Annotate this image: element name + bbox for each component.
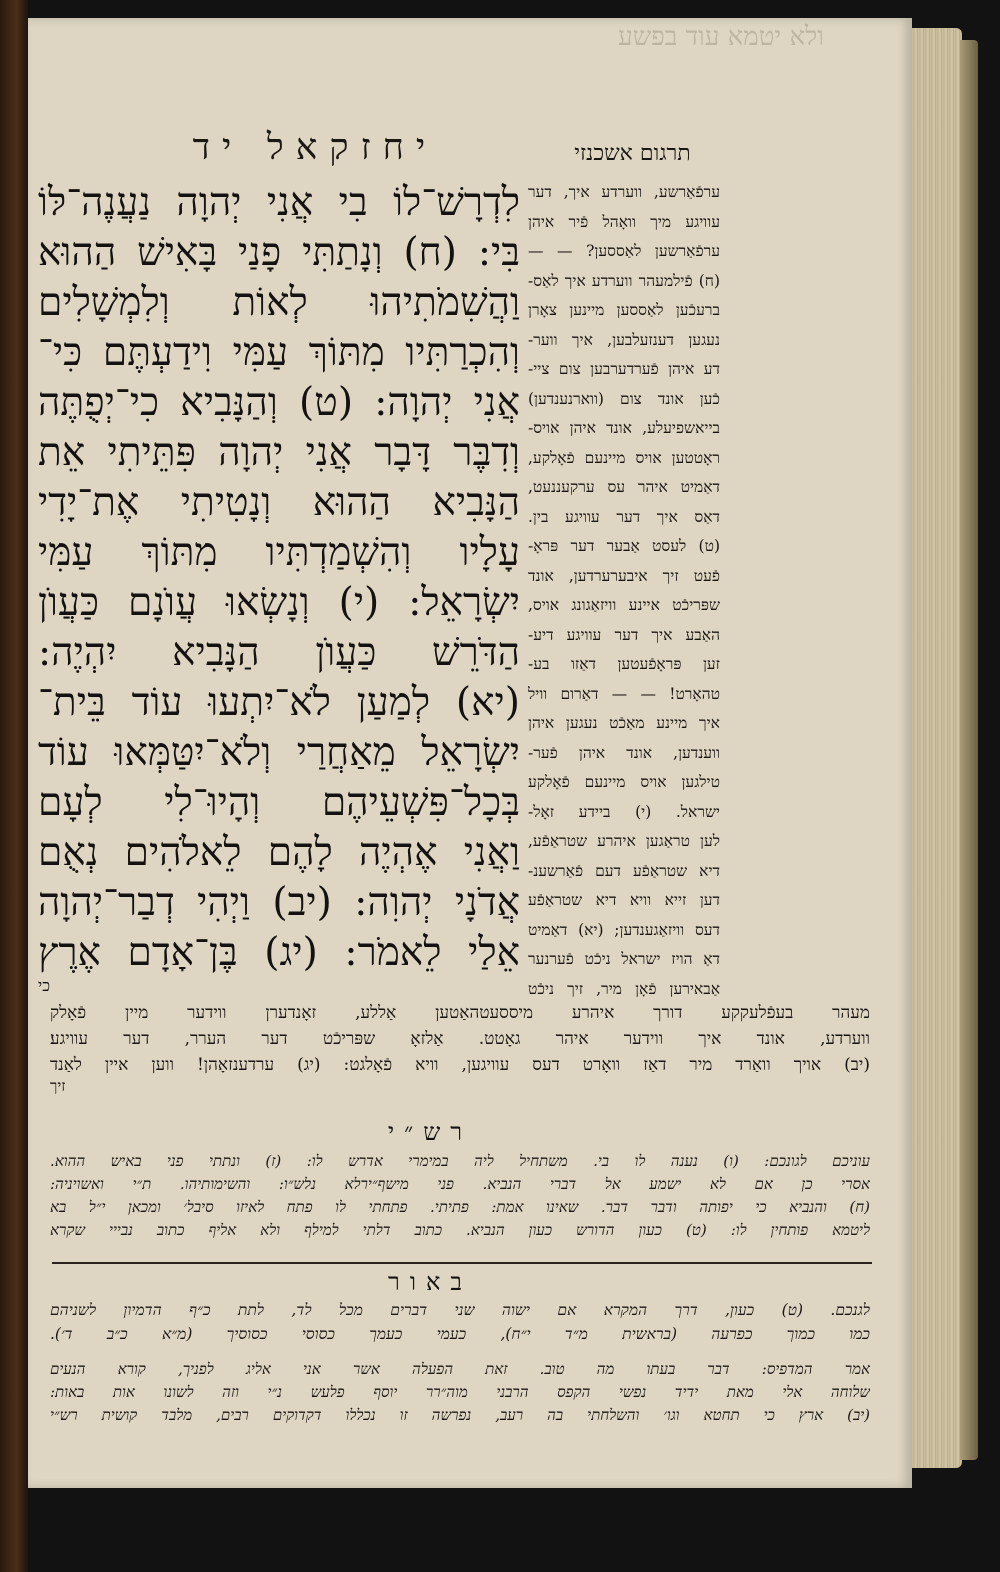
targum-line: דאַס איך דער עוויגע בין. bbox=[528, 507, 720, 526]
printers-line: אמר המדפיס: דבר בעתו מה טוב. זאת הפעלה אשר אני אליג לפניך, קורא הנעים bbox=[50, 1360, 870, 1378]
main-line: לִדְרָשׁ־לוֹ בִי אֲנִי יְהוָה נַעֲנֶה־לּוֹ bbox=[38, 180, 520, 225]
targum-line: נעגען דענזעלבען, איך ווער- bbox=[528, 330, 720, 349]
main-line: (יא) לְמַעַן לֹא־יִתְעוּ עוֹד בֵּית־ bbox=[38, 680, 520, 725]
targum-column bbox=[528, 178, 720, 1004]
main-line: אֵלַי לֵאמֹר: (יג) בֶּן־אָדָם אֶרֶץ bbox=[38, 930, 520, 975]
rashi-title: רש״י bbox=[387, 1118, 473, 1146]
printers-note bbox=[50, 1358, 870, 1427]
targum-line: ערפֿאַרשע, ווערדע איך, דער bbox=[528, 183, 720, 201]
targum-line: דיא שטראַפֿע דעם פֿאַרשענ- bbox=[528, 861, 720, 880]
targum-line: פֿעט זיך איבערערדען, אונד bbox=[528, 566, 720, 585]
biur-line: כמו כמוך כפרעה (בראשית מ״ד י״ח), כעמי כעמך כסוסי כסוסיך (מ״א כ״ב ד׳). bbox=[50, 1325, 870, 1343]
targum-line: אַבאירען פֿאָן מיר, זיך ניכֿט bbox=[528, 979, 720, 998]
printers-line: שלוחה אלי מאת ידיד נפשי הקפס הרבני מוה״רר יוסף פלעש נ״י וזה לשונו אות באות: bbox=[50, 1383, 870, 1401]
targum-line: ווענדען, אונד איהן פֿער- bbox=[528, 743, 720, 762]
targum-line: האַבע איך דער עוויגע דיע- bbox=[528, 625, 720, 644]
targum-full-width bbox=[50, 1000, 870, 1094]
biur-line: לגנכם. (ט) כעון, דרך המקרא אם ישוה שני דברים מכל לד, לתת כ״ף הדמיון לשניהם bbox=[50, 1301, 870, 1319]
rashi-line: ליטמא פותחין לו: (ט) כעון הדורש כעון הנביא. כתוב דלתי למילף ולא אליף כתוב נבייי שקרא bbox=[50, 1221, 870, 1239]
targum-line: זען פּראָפֿעטען דאַזו בע- bbox=[528, 655, 720, 673]
main-line: הַנָּבִיא הַהוּא וְנָטִיתִי אֶת־יָדִי bbox=[38, 480, 520, 525]
main-line: אֲדֹנָי יְהוִה: (יב) וַיְהִי דְבַר־יְהוָה bbox=[38, 880, 520, 925]
main-line: אֲנִי יְהוָה: (ט) וְהַנָּבִיא כִי־יְפֻתֶּה bbox=[38, 380, 520, 425]
page-stack-edge bbox=[906, 28, 962, 1468]
biur-title: באור bbox=[388, 1268, 472, 1296]
targum-line: (ח) פֿילמעהר ווערדע איך לאַס- bbox=[528, 271, 720, 290]
targum-line: (ט) לעסט אַבער דער פּראָ- bbox=[528, 537, 720, 555]
main-line: וַאֲנִי אֶהְיֶה לָהֶם לֵאלֹהִים נְאֻם bbox=[38, 830, 520, 875]
main-line: וְדִבֶּר דָּבָר אֲנִי יְהוָה פִּתֵּיתִי אֵת bbox=[38, 430, 520, 475]
book-edge-left bbox=[0, 0, 28, 1572]
targum-line: לען טראַגען איהרע שטראַפֿע, bbox=[528, 832, 720, 850]
targum-line: שפּריכֿט איינע וויזאַגונג אויס, bbox=[528, 596, 720, 614]
targum-full-line: ווערדע, אונד איך ווידער איהר גאָטט. אַלזאָ שפּריכֿט דער הערר, דער עוויגע׃ bbox=[50, 1029, 870, 1049]
targum-catchword: זיך bbox=[50, 1077, 66, 1095]
targum-line: דען זייא וויא דיא שטראַפֿע bbox=[528, 891, 720, 909]
targum-full-line: (יב) אויך וואַרד מיר דאַז וואָרט דעס עוויגען, וויא פֿאָלגט: (יג) ערדענזאָהן! ווען איין לאַנד bbox=[50, 1055, 870, 1075]
main-line: וְהִכְרַתִּיו מִתּוֹךְ עַמִּי וִידַעְתֶּם כִּי־ bbox=[38, 330, 520, 375]
printers-line: (יב) ארץ כי תחטא וגו׳ והשלחתי בה רעב, נפרשה זו נכללו דקדוקים רבים, מלבד קושית רש״י bbox=[50, 1406, 870, 1424]
targum-line: טהאָרט! — — דאַרום וויל bbox=[528, 684, 720, 703]
rashi-line: אסרי כן אם לא ישמע אל דברי הנביא. פני מישף״ירלא נלש״ו: והשימותיהו. ת״י ואשויניה: bbox=[50, 1175, 870, 1193]
targum-line: עוויגע מיך וואָהל פֿיר איהן bbox=[528, 212, 720, 231]
main-line: בְּכָל־פִּשְׁעֵיהֶם וְהָיוּ־לִי לְעָם bbox=[38, 780, 520, 825]
main-line: יִשְׂרָאֵל מֵאַחֲרַי וְלֹא־יִטַּמְּאוּ עוֹד bbox=[38, 730, 520, 775]
targum-line: בייאשפיעלע, אונד איהן אויס- bbox=[528, 419, 720, 437]
main-catchword: כי bbox=[38, 976, 51, 995]
targum-full-line: מעהר בעפֿלעקקע דורך איהרע מיססעטהאַטען אַללע, זאָנדערן ווידער מיין פֿאָלק bbox=[50, 1003, 870, 1023]
rashi-commentary bbox=[50, 1150, 870, 1242]
targum-title: תרגום אשכנזי bbox=[574, 141, 691, 166]
targum-line: כֿען אונד צום (ווארנענדען) bbox=[528, 389, 720, 408]
biur-commentary bbox=[50, 1298, 870, 1346]
targum-line: דאַמיט איהר עס ערקעננעט, bbox=[528, 478, 720, 496]
book-cover-edge bbox=[960, 40, 978, 1460]
targum-line: ערפֿאַרשען לאַססען? — — bbox=[528, 242, 720, 260]
targum-line: דע איהן פֿערדערבען צום ציי- bbox=[528, 360, 720, 378]
main-title: יחזקאל יד bbox=[192, 127, 438, 168]
targum-line: ראָטטען אויס מיינעם פֿאָלקע, bbox=[528, 448, 720, 467]
main-line: עָלָיו וְהִשְׁמַדְתִּיו מִתּוֹךְ עַמִּי bbox=[38, 530, 520, 575]
targum-line: טילגען אויס מיינעם פֿאָלקע bbox=[528, 773, 720, 791]
hebrew-main-text bbox=[38, 178, 520, 996]
targum-line: דאַ הויז ישראל ניכֿט פֿערנער bbox=[528, 950, 720, 968]
targum-line: איך מיינע מאַכֿט נעגען איהן bbox=[528, 714, 720, 732]
rashi-line: (ח) והנביא כי יפותה ודבר דבר. שאינו אמת: פתיתי. פתחתי לו פתח לאיזו סיבל׳ ומכאן י״ל בא bbox=[50, 1198, 870, 1216]
targum-line: ברעכֿען לאַססען מיינען צאָרן bbox=[528, 301, 720, 319]
main-line: יִשְׂרָאֵל: (י) וְנָשְׂאוּ עֲוֺנָם כַּעֲוֺן bbox=[38, 580, 520, 625]
bleed-through-text: ולא יטמא עוד בפשע bbox=[618, 22, 824, 52]
main-line: בִּי: (ח) וְנָתַתִּי פָנַי בָּאִישׁ הַהוּא bbox=[38, 230, 520, 275]
divider-rule bbox=[52, 1262, 872, 1264]
main-line: וַהֲשִׁמֹתִיהוּ לְאוֹת וְלִמְשָׁלִים bbox=[38, 280, 520, 325]
main-line: הַדֹּרֵשׁ כַּעֲוֺן הַנָּבִיא יִהְיֶה: bbox=[38, 630, 520, 675]
targum-line: ישראל. (י) ביידע זאָל- bbox=[528, 802, 720, 821]
targum-line: דעס וויזאַגענדען; (יא) דאַמיט bbox=[528, 920, 720, 939]
rashi-line: עוניכם לגונכם: (ו) נענה לו בי. משתחיל ליה במימרי אדרש לו: (ז) ונתתי פני באיש ההוא. bbox=[50, 1152, 870, 1170]
